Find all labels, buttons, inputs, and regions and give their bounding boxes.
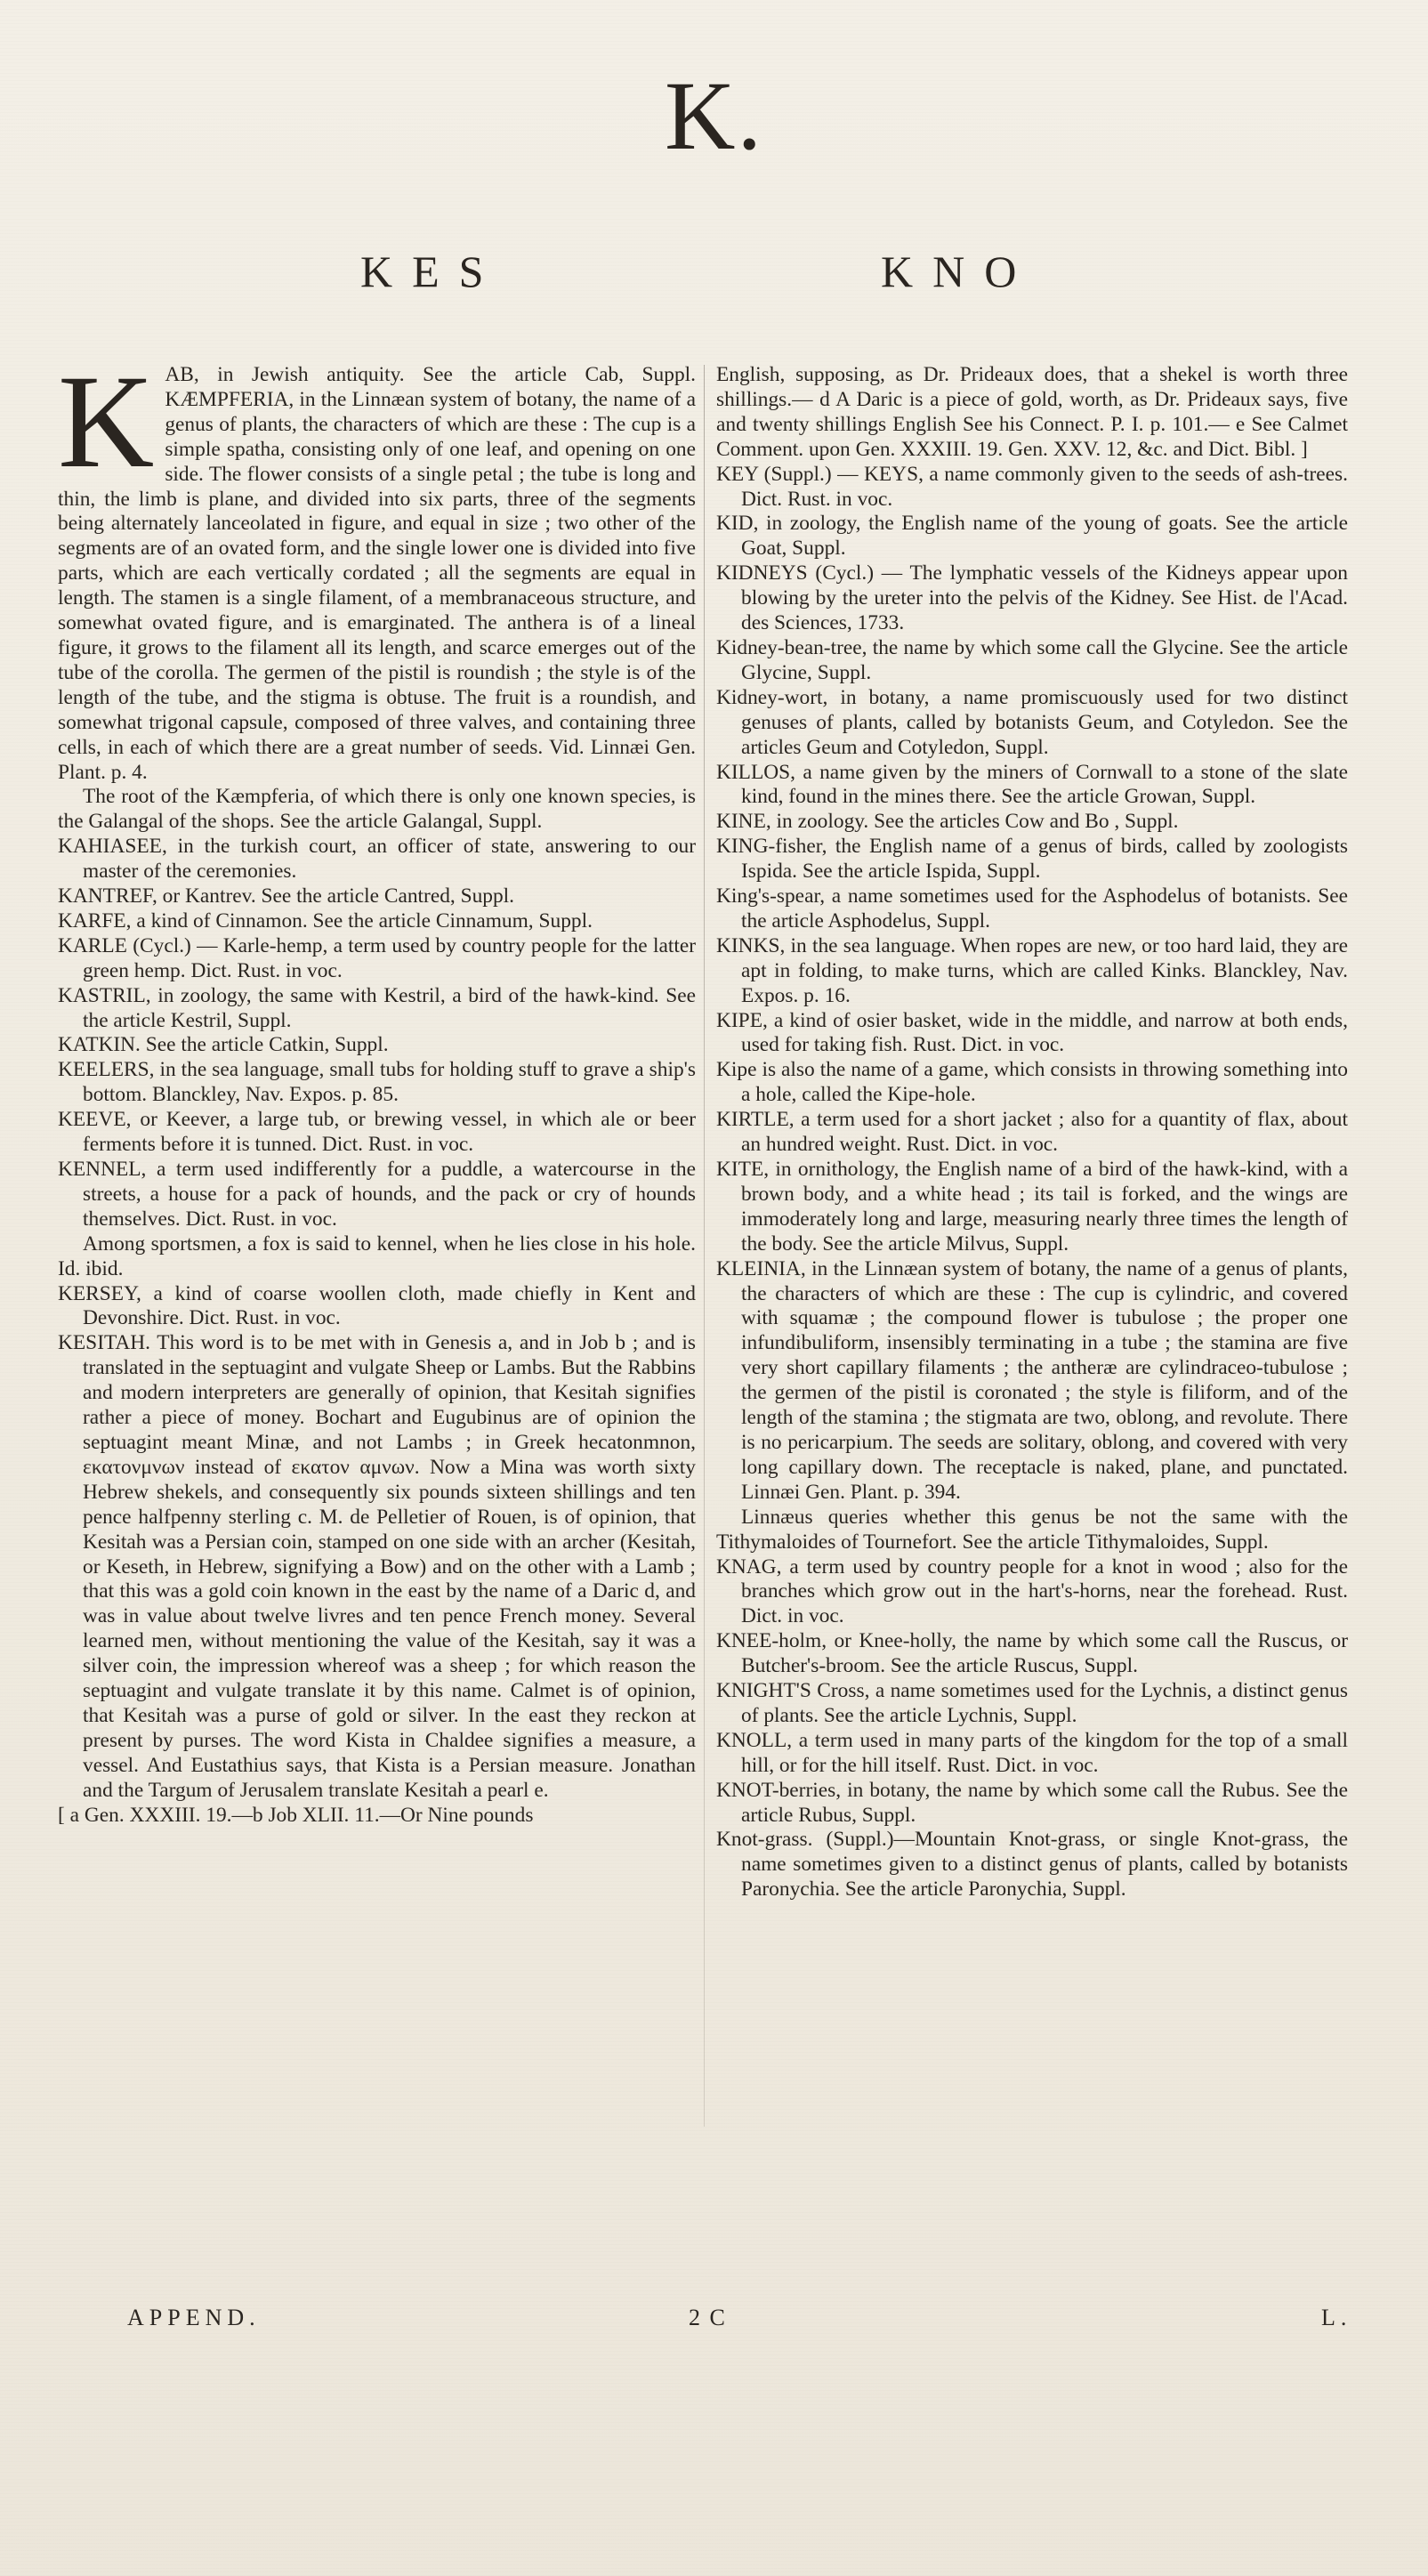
running-head-right: KNO <box>881 246 1037 296</box>
entry: KEEVE, or Keever, a large tub, or brewing vessel, in which ale or beer ferments before it is tunned. Dict. Rust. in voc. <box>58 1108 696 1157</box>
entry: Linnæus queries whether this genus be not the same with the Tithymaloides of Tournefort. See the article Tithymaloides, Suppl. <box>716 1505 1348 1554</box>
entry: KNIGHT'S Cross, a name sometimes used for the Lychnis, a distinct genus of plants. See the article Lychnis, Suppl. <box>716 1679 1348 1727</box>
entry: KNOT-berries, in botany, the name by which some call the Rubus. See the article Rubus, Suppl. <box>716 1778 1348 1827</box>
entry: KNOLL, a term used in many parts of the kingdom for the top of a small hill, or for the hill itself. Rust. Dict. in voc. <box>716 1728 1348 1777</box>
entry: King's-spear, a name sometimes used for the Asphodelus of botanists. See the article Asphodelus, Suppl. <box>716 884 1348 933</box>
entry: KNEE-holm, or Knee-holly, the name by which some call the Ruscus, or Butcher's-broom. See the article Ruscus, Suppl. <box>716 1629 1348 1678</box>
entry: KID, in zoology, the English name of the young of goats. See the article Goat, Suppl. <box>716 512 1348 561</box>
entry-text: AB, in Jewish antiquity. See the article Cab, Suppl. KÆMPFERIA, in the Linnæan system of botany, the name of a genus of plants, the characters of which are these : The cup is a simple spatha, consisting only of one leaf, and opening on one side. The flower consists of a single petal ; the tube is long and thin, the limb is plane, and divided into six parts, three of the segments being alternately lanceolated in figure, and equal in size ; two other of the segments are of an ovated form, and the single lower one is divided into five parts, which are each vertically cordated ; all the segments are equal in length. The stamen is a single filament, of a membranaceous structure, and somewhat ovated figure, and is emarginated. The anthera is of a lineal figure, it grows to the filament all its length, and scarce emerges out of the tube of the corolla. The germen of the pistil is roundish ; the style is of the length of the tube, and the stigma is obtuse. The fruit is a roundish, and somewhat trigonal capsule, composed of three valves, and containing three cells, in each of which there are a great number of seeds. Vid. Linnæi Gen. Plant. p. 4. <box>58 363 696 784</box>
signature-mark: APPEND. <box>127 2305 261 2330</box>
left-column <box>58 348 696 1828</box>
entry: Kipe is also the name of a game, which consists in throwing something into a hole, called the Kipe-hole. <box>716 1058 1348 1107</box>
running-head-left: KES <box>360 246 504 296</box>
entry: KITE, in ornithology, the English name of a bird of the hawk-kind, with a brown body, and a white head ; its tail is forked, and the wings are immoderately long and large, measuring nearly three times the length of the body. See the article Milvus, Suppl. <box>716 1158 1348 1256</box>
entry: Kidney-wort, in botany, a name promiscuously used for two distinct genuses of plants, called by botanists Geum, and Cotyledon. See the articles Geum and Cotyledon, Suppl. <box>716 685 1348 759</box>
footnote: English, supposing, as Dr. Prideaux does, that a shekel is worth three shillings.— d A Daric is a piece of gold, worth, as Dr. Prideaux says, five and twenty shillings English See his Connect. P. I. p. 101.— e See Calmet Comment. upon Gen. XXXIII. 19. Gen. XXV. 12, &c. and Dict. Bibl. ] <box>716 363 1348 461</box>
entry: KATKIN. See the article Catkin, Suppl. <box>58 1033 389 1057</box>
entry: KINKS, in the sea language. When ropes are new, or too hard laid, they are apt in folding, to make turns, which are called Kinks. Blanckley, Nav. Expos. p. 16. <box>716 933 1348 1007</box>
catchword: L. <box>1321 2305 1352 2330</box>
entry: Among sportsmen, a fox is said to kennel, when he lies close in his hole. Id. ibid. <box>58 1231 696 1280</box>
section-letter: K. <box>665 61 763 170</box>
entry: KIPE, a kind of osier basket, wide in the middle, and narrow at both ends, used for taking fish. Rust. Dict. in voc. <box>716 1008 1348 1057</box>
footnote: [ a Gen. XXXIII. 19.—b Job XLII. 11.—Or Nine pounds <box>58 1803 534 1827</box>
entry: KARFE, a kind of Cinnamon. See the article Cinnamum, Suppl. <box>58 908 593 933</box>
column-divider <box>704 365 705 2127</box>
entry: KAHIASEE, in the turkish court, an officer of state, answering to our master of the ceremonies. <box>58 835 696 884</box>
right-column <box>716 363 1348 1902</box>
drop-cap: K <box>58 348 155 496</box>
entry: KARLE (Cycl.) — Karle-hemp, a term used by country people for the latter green hemp. Dict. Rust. in voc. <box>58 933 696 982</box>
entry: Kidney-bean-tree, the name by which some call the Glycine. See the article Glycine, Suppl. <box>716 635 1348 684</box>
entry: The root of the Kæmpferia, of which there is only one known species, is the Galangal of the shops. See the article Galangal, Suppl. <box>58 785 696 834</box>
entry: KENNEL, a term used indifferently for a puddle, a watercourse in the streets, a house for a pack of hounds, and the pack or cry of hounds themselves. Dict. Rust. in voc. <box>58 1158 696 1231</box>
entry: KIDNEYS (Cycl.) — The lymphatic vessels of the Kidneys appear upon blowing by the ureter into the pelvis of the Kidney. See Hist. de l'Acad. des Sciences, 1733. <box>716 561 1348 635</box>
entry: KASTRIL, in zoology, the same with Kestril, a bird of the hawk-kind. See the article Kestril, Suppl. <box>58 983 696 1032</box>
entry: KINE, in zoology. See the articles Cow and Bo , Suppl. <box>716 810 1179 834</box>
entry: KNAG, a term used by country people for a knot in wood ; also for the branches which grow out in the hart's-horns, near the forehead. Rust. Dict. in voc. <box>716 1554 1348 1628</box>
entry: KESITAH. This word is to be met with in Genesis a, and in Job b ; and is translated in the septuagint and vulgate Sheep or Lambs. But the Rabbins and modern interpreters are generally of opinion, that Kesitah signifies rather a piece of money. Bochart and Eugubinus are of opinion the septuagint meant Minæ, and not Lambs ; in Greek hecatonmnon, εκατονμνων instead of εκατον αμνων. Now a Mina was worth sixty Hebrew shekels, and consequently six pounds sixteen shillings and ten pence halfpenny sterling c. M. de Pelletier of Rouen, is of opinion, that Kesitah was a Persian coin, stamped on one side with an archer (Kesitah, or Keseth, in Hebrew, signifying a Bow) and on the other with a Lamb ; that this was a gold coin known in the east by the name of a Daric d, and was in value about twelve livres and ten pence French money. Several learned men, without mentioning the value of the Kesitah, say it was a silver coin, the impression whereof was a sheep ; for which reason the septuagint and vulgate translate it by this name. Calmet is of opinion, that Kesitah was a purse of gold or silver. In the east they reckon at present by purses. The word Kista in Chaldee signifies a measure, a vessel. And Eustathius says, that Kista is a Persian measure. Jonathan and the Targum of Jerusalem translate Kesitah a pearl e. <box>58 1331 696 1802</box>
entry: KANTREF, or Kantrev. See the article Cantred, Suppl. <box>58 884 515 908</box>
entry: KING-fisher, the English name of a genus of birds, called by zoologists Ispida. See the article Ispida, Suppl. <box>716 835 1348 884</box>
entry: Knot-grass. (Suppl.)—Mountain Knot-grass, or single Knot-grass, the name sometimes given to a distinct genus of plants, called by botanists Paronychia. See the article Paronychia, Suppl. <box>716 1828 1348 1902</box>
signature-letter: 2 C <box>689 2305 727 2330</box>
entry <box>58 348 696 785</box>
entry: KERSEY, a kind of coarse woollen cloth, made chiefly in Kent and Devonshire. Dict. Rust. in voc. <box>58 1281 696 1330</box>
entry: KEY (Suppl.) — KEYS, a name commonly given to the seeds of ash-trees. Dict. Rust. in voc. <box>716 462 1348 511</box>
entry: KEELERS, in the sea language, small tubs for holding stuff to grave a ship's bottom. Blanckley, Nav. Expos. p. 85. <box>58 1058 696 1107</box>
entry: KLEINIA, in the Linnæan system of botany, the name of a genus of plants, the characters of which are these : The cup is cylindric, and covered with squamæ ; the compound flower is tubulose ; the proper one infundibuliform, insensibly terminating in a tube ; the stamina are five very short capillary filaments ; the antheræ are cylindraceo-tubulose ; the germen of the pistil is coronated ; the style is filiform, and of the length of the stamina ; the stigmata are two, oblong, and revolute. There is no pericarpium. The seeds are solitary, oblong, and covered with very long capillary down. The receptacle is naked, plane, and punctated. Linnæi Gen. Plant. p. 394. <box>716 1256 1348 1504</box>
entry: KIRTLE, a term used for a short jacket ; also for a quantity of flax, about an hundred weight. Rust. Dict. in voc. <box>716 1108 1348 1157</box>
entry: KILLOS, a name given by the miners of Cornwall to a stone of the slate kind, found in the mines there. See the article Growan, Suppl. <box>716 760 1348 809</box>
